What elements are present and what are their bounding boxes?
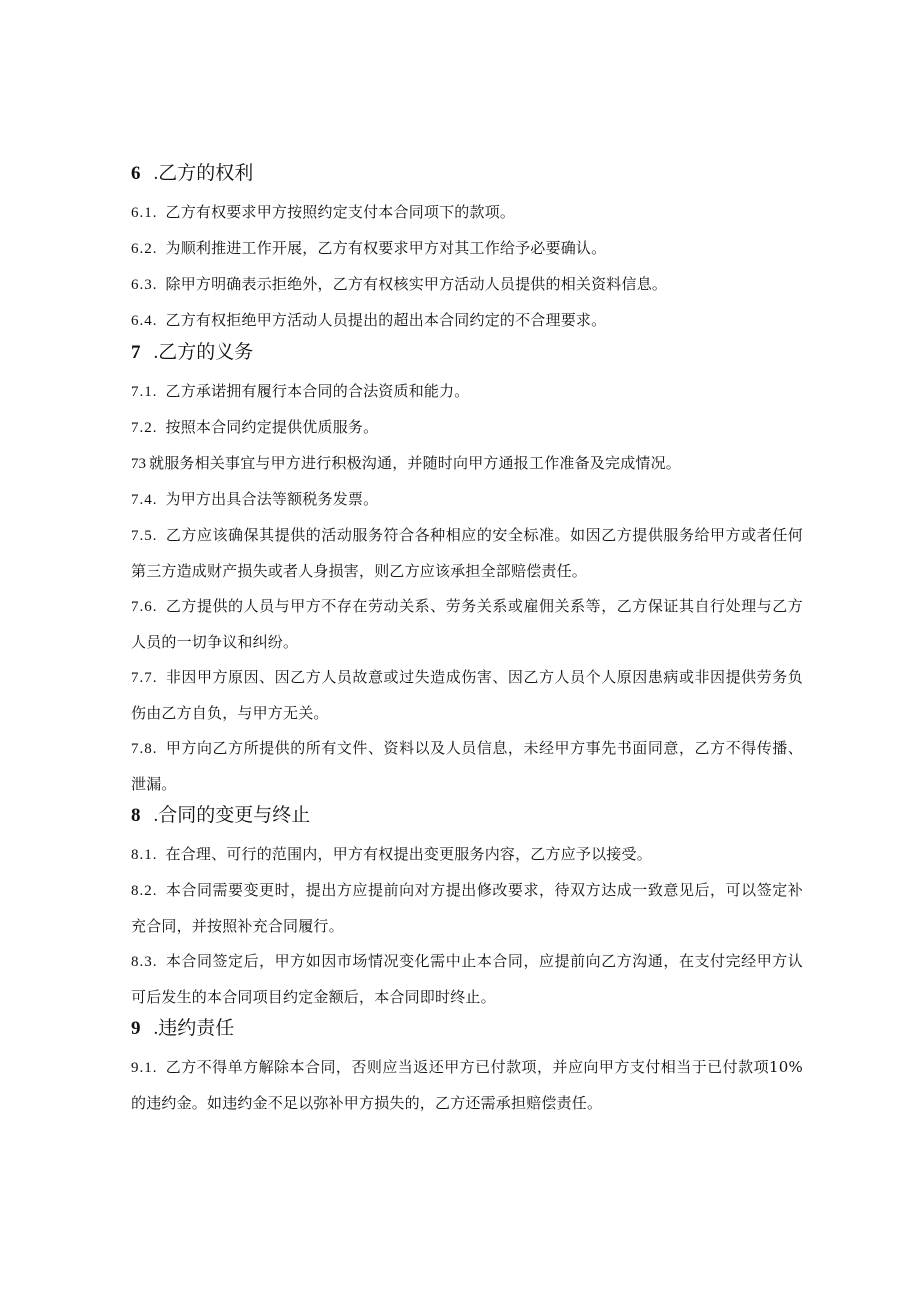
clause-text: 乙方承诺拥有履行本合同的合法资质和能力。 — [165, 382, 470, 400]
clause-number: 9.1. — [131, 1060, 158, 1076]
clause-text: 除甲方明确表示拒绝外，乙方有权核实甲方活动人员提供的相关资料信息。 — [165, 275, 668, 293]
clause-text: 为甲方出具合法等额税务发票。 — [165, 490, 379, 508]
clause-text: 乙方应该确保其提供的活动服务符合各种相应的安全标准。如因乙方提供服务给甲方或者任何第三方造成财产损失或者人身损害，则乙方应该承担全部赔偿责任。 — [131, 526, 803, 580]
clause-number: 73 — [131, 456, 146, 472]
clause-7-5 — [131, 518, 803, 589]
clause-number: 7.2. — [131, 420, 158, 436]
clause-number: 7.6. — [131, 599, 158, 615]
clause-number: 6.2. — [131, 241, 158, 257]
contract-body — [131, 160, 803, 1121]
clause-number: 7.5. — [131, 528, 158, 544]
section-dot: . — [153, 805, 159, 826]
clause-text: 乙方不得单方解除本合同，否则应当返还甲方已付款项，并应向甲方支付相当于已付款项10%的违约金。如违约金不足以弥补甲方损失的，乙方还需承担赔偿责任。 — [131, 1058, 803, 1112]
section-heading-6 — [131, 160, 803, 186]
clause-9-1 — [131, 1050, 803, 1121]
clause-text: 本合同签定后，甲方如因市场情况变化需中止本合同，应提前向乙方沟通，在支付完经甲方认可后发生的本合同项目约定金额后，本合同即时终止。 — [131, 952, 803, 1006]
clause-number: 7.1. — [131, 384, 158, 400]
clause-7-3 — [131, 446, 803, 482]
section-dot: . — [153, 163, 159, 184]
section-title: 合同的变更与终止 — [158, 804, 311, 826]
clause-8-1 — [131, 837, 803, 873]
clause-text: 乙方有权要求甲方按照约定支付本合同项下的款项。 — [165, 203, 516, 221]
clause-text: 在合理、可行的范围内，甲方有权提出变更服务内容，乙方应予以接受。 — [165, 845, 652, 863]
clause-text: 按照本合同约定提供优质服务。 — [165, 418, 379, 436]
clause-7-6 — [131, 589, 803, 660]
clause-6-4 — [131, 303, 803, 339]
clause-8-3 — [131, 944, 803, 1015]
clause-number: 8.1. — [131, 847, 158, 863]
clause-8-2 — [131, 873, 803, 944]
clause-text: 非因甲方原因、因乙方人员故意或过失造成伤害、因乙方人员个人原因患病或非因提供劳务负伤由乙方自负，与甲方无关。 — [131, 668, 803, 722]
clause-6-1 — [131, 195, 803, 231]
clause-number: 7.8. — [131, 741, 158, 757]
section-dot: . — [153, 342, 159, 363]
clause-number: 6.3. — [131, 277, 158, 293]
clause-text: 为顺利推进工作开展，乙方有权要求甲方对其工作给予必要确认。 — [165, 239, 607, 257]
clause-number: 6.4. — [131, 313, 158, 329]
clause-number: 7.7. — [131, 670, 158, 686]
clause-7-1 — [131, 374, 803, 410]
clause-text: 乙方提供的人员与甲方不存在劳动关系、劳务关系或雇佣关系等，乙方保证其自行处理与乙方人员的一切争议和纠纷。 — [131, 597, 803, 651]
clause-7-4 — [131, 482, 803, 518]
clause-number: 7.4. — [131, 492, 158, 508]
clause-6-3 — [131, 267, 803, 303]
section-title: 乙方的义务 — [158, 341, 254, 363]
clause-text: 甲方向乙方所提供的所有文件、资料以及人员信息，未经甲方事先书面同意，乙方不得传播、泄漏。 — [131, 739, 803, 793]
section-number: 6 — [131, 163, 141, 184]
clause-text: 本合同需要变更时，提出方应提前向对方提出修改要求，待双方达成一致意见后，可以签定补充合同，并按照补充合同履行。 — [131, 881, 803, 935]
clause-number: 6.1. — [131, 205, 158, 221]
clause-number: 8.2. — [131, 883, 158, 899]
section-number: 7 — [131, 342, 141, 363]
clause-6-2 — [131, 231, 803, 267]
clause-number: 8.3. — [131, 954, 158, 970]
section-title: 乙方的权利 — [158, 162, 254, 184]
section-title: 违约责任 — [158, 1017, 235, 1039]
clause-7-2 — [131, 410, 803, 446]
section-dot: . — [153, 1018, 159, 1039]
section-heading-7 — [131, 339, 803, 365]
section-number: 8 — [131, 805, 141, 826]
section-number: 9 — [131, 1018, 141, 1039]
clause-text: 就服务相关事宜与甲方进行积极沟通，并随时向甲方通报工作准备及完成情况。 — [149, 454, 682, 472]
section-heading-8 — [131, 802, 803, 828]
clause-7-7 — [131, 660, 803, 731]
clause-7-8 — [131, 731, 803, 802]
clause-text: 乙方有权拒绝甲方活动人员提出的超出本合同约定的不合理要求。 — [165, 311, 607, 329]
section-heading-9 — [131, 1015, 803, 1041]
